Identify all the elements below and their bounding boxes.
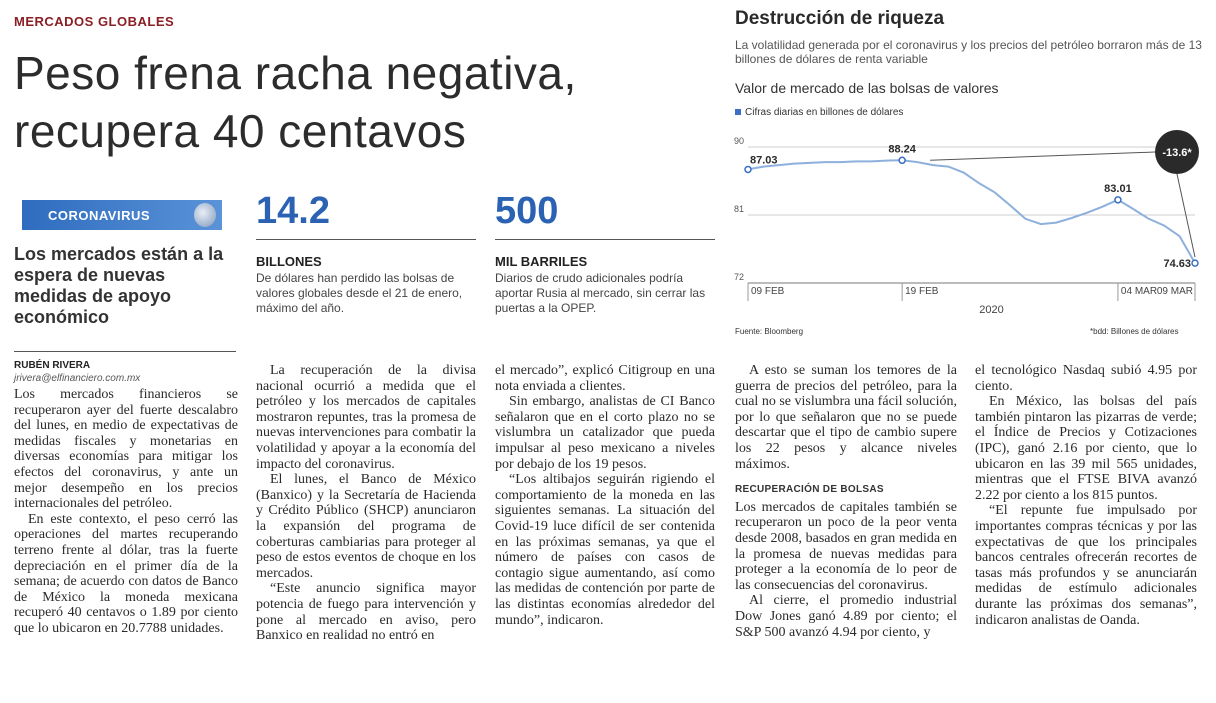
data-label: 83.01 [1104,182,1132,195]
chart-subtitle: La volatilidad generada por el coronavirus y los precios del petróleo borraron más de 13 billones de dólares de renta variable [735,38,1202,66]
section-label: MERCADOS GLOBALES [14,14,175,29]
byline-name: RUBÉN RIVERA [14,360,91,371]
x-tick-label: 09 FEB [751,286,785,297]
year-label: 2020 [979,304,1004,316]
badge-connector [930,152,1155,160]
legend-square-icon [735,109,741,115]
series-line [748,160,1195,263]
article-column-4 [735,363,957,640]
stat-number: 14.2 [256,190,330,232]
article-column-2 [256,363,476,644]
y-tick-label: 90 [734,136,745,146]
section-subheading: RECUPERACIÓN DE BOLSAS [735,484,884,496]
paragraph: Los mercados de capitales también se recuperaron un poco de la peor venta desde 2008, basados en gran medida en la promesa de nuevas medidas para proteger a la economía de lo peor de las consecuencias del coronavirus. [735,499,957,593]
paragraph: “Este anuncio significa mayor potencia de fuego para intervención y pone al mercado en aviso, pero Banxico en realidad no entró en [256,581,476,644]
headline-line-1: Peso frena racha negativa, [14,47,577,99]
data-point [1192,260,1198,266]
market-value-chart [730,125,1206,325]
stat-description: Diarios de crudo adicionales podría aportar Rusia al mercado, sin cerrar las puertas a la OPEP. [495,271,706,315]
paragraph: La recuperación de la divisa nacional ocurrió a medida que el petróleo y los mercados de capitales mostraron repuntes, tras la promesa de nuevas intervenciones para combatir la volatilidad y apoyar a la economía del impacto del coronavirus. [256,363,476,472]
globe-icon [194,203,216,227]
paragraph: “El repunte fue impulsado por importantes compras técnicas y por las expectativas de que los principales bancos centrales ofrecerán recortes de tasas más profundos y se anunciarán medidas de estímulo adicionales durante las próximas dos semanas”, indicaron analistas de Oanda. [975,503,1197,628]
byline-divider [14,351,236,352]
data-label: 87.03 [750,154,778,167]
chart-title: Destrucción de riqueza [735,8,945,29]
stat-number: 500 [495,190,559,232]
tag-label: CORONAVIRUS [48,207,151,223]
article-column-3 [495,363,715,628]
badge-connector [1177,174,1195,257]
data-label: 74.63 [1163,258,1191,271]
change-badge [1155,130,1199,174]
x-tick-label: 19 FEB [905,286,939,297]
paragraph: Al cierre, el promedio industrial Dow Jones ganó 4.89 por ciento; el S&P 500 avanzó 4.94 por ciento, y [735,593,957,640]
paragraph: En este contexto, el peso cerró las operaciones del martes recuperando terreno frente al dólar, tras la fuerte depreciación en el primer día de la semana; de acuerdo con datos de Banco de México la moneda mexicana recuperó 40 centavos o 1.89 por ciento que lo ubicaron en 20.7788 unidades. [14,511,238,636]
byline-email: jrivera@elfinanciero.com.mx [14,373,141,384]
stat-divider [256,239,476,240]
coronavirus-tag [22,200,222,230]
paragraph: el tecnológico Nasdaq subió 4.95 por ciento. [975,363,1197,394]
chart-note: *bdd: Billones de dólares [1090,327,1179,336]
paragraph: “Los altibajos seguirán rigiendo el comportamiento de la moneda en las siguientes semanas. La situación del Covid-19 luce difícil de ser contenida en las próximas semanas, ya que el número de países con casos de contagio sigue aumentando, así como las medidas de contención por parte de las distintas economías alrededor del mundo”, indicaron. [495,472,715,628]
stat-barrels [495,190,715,316]
x-tick-label: 04 MAR [1120,286,1158,297]
legend-label: Cifras diarias en billones de dólares [745,107,904,118]
data-point [1115,197,1121,203]
subheadline: Los mercados están a la espera de nuevas medidas de apoyo económico [14,244,224,327]
headline [14,44,714,160]
headline-line-2: recupera 40 centavos [14,105,467,157]
y-tick-label: 81 [734,204,745,214]
y-tick-label: 72 [734,272,745,282]
data-point [745,166,751,172]
paragraph: Sin embargo, analistas de CI Banco señalaron que en el corto plazo no se vislumbra un catalizador que pueda impulsar al peso mexicano a niveles por debajo de los 19 pesos. [495,394,715,472]
chart-legend [735,107,903,118]
stat-divider [495,239,715,240]
x-tick-label: 09 MAR [1156,286,1193,297]
stat-description: De dólares han perdido las bolsas de valores globales desde el 21 de enero, máximo del año. [256,271,463,315]
article-column-5 [975,363,1197,628]
paragraph: El lunes, el Banco de México (Banxico) y la Secretaría de Hacienda y Crédito Público (SHCP) anunciaron la expansión del programa de coberturas cambiarias para proteger al peso de estos eventos de choque en los mercados. [256,472,476,581]
paragraph: Los mercados financieros se recuperaron ayer del fuerte descalabro del lunes, en medio de expectativas de medidas fiscales y monetarias en diversas economías para mitigar los efectos del coronavirus, y ante un mejor desempeño en los precios internacionales del petróleo. [14,387,238,512]
chart-source: Fuente: Bloomberg [735,327,804,336]
stat-title: BILLONES [256,254,322,269]
data-point [899,157,905,163]
stat-billions [256,190,476,316]
stat-title: MIL BARRILES [495,254,588,269]
paragraph: En México, las bolsas del país también pintaron las pizarras de verde; el Índice de Precios y Cotizaciones (IPC), ganó 2.16 por ciento, que lo ubicaron en las 39 mil 565 unidades, mientras que el FTSE BIVA avanzó 2.22 por ciento a los 815 puntos. [975,394,1197,503]
chart-heading: Valor de mercado de las bolsas de valores [735,80,999,96]
paragraph: el mercado”, explicó Citigroup en una nota enviada a clientes. [495,363,715,394]
badge-label: -13.6* [1162,147,1192,159]
paragraph: A esto se suman los temores de la guerra de precios del petróleo, para la cual no se vislumbra una fácil solución, por lo que señalaron que no se puede descartar que el tipo de cambio supere los 22 pesos y alcance niveles máximos. [735,363,957,472]
data-label: 88.24 [888,143,916,156]
article-column-1 [14,387,238,637]
